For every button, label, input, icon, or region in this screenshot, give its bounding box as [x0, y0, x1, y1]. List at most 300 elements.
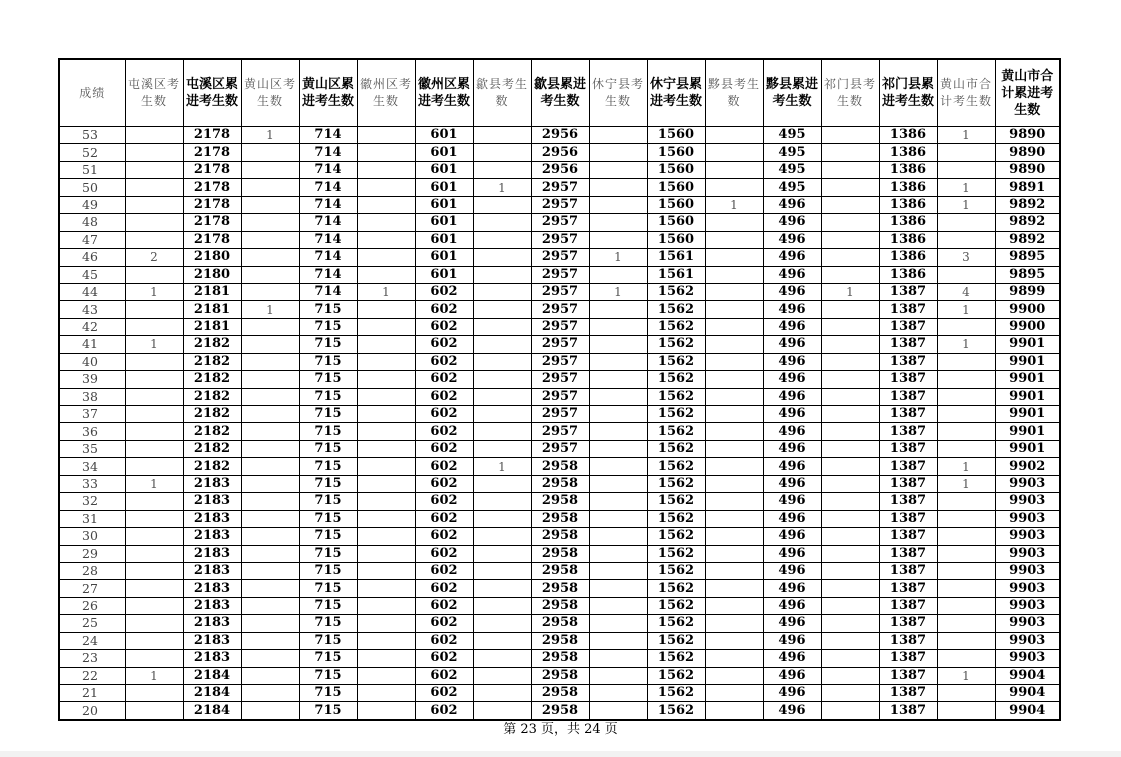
- count-cell: [589, 458, 647, 475]
- count-cell: [357, 650, 415, 667]
- score-cell: 36: [59, 423, 125, 440]
- count-cell: [241, 318, 299, 335]
- count-cell: [241, 283, 299, 300]
- cumulative-cell: 2958: [531, 615, 589, 632]
- cumulative-cell: 2182: [183, 440, 241, 457]
- cumulative-cell: 715: [299, 353, 357, 370]
- cumulative-cell: 601: [415, 127, 473, 144]
- count-cell: [821, 318, 879, 335]
- cumulative-cell: 496: [763, 214, 821, 231]
- cumulative-cell: 1387: [879, 458, 937, 475]
- score-cell: 51: [59, 161, 125, 178]
- count-cell: [821, 597, 879, 614]
- cumulative-cell: 715: [299, 528, 357, 545]
- count-cell: [705, 127, 763, 144]
- cumulative-cell: 2182: [183, 406, 241, 423]
- count-cell: [241, 685, 299, 702]
- cumulative-cell: 9895: [995, 266, 1060, 283]
- cumulative-cell: 496: [763, 475, 821, 492]
- cumulative-cell: 1562: [647, 545, 705, 562]
- cumulative-cell: 2958: [531, 597, 589, 614]
- count-cell: [241, 423, 299, 440]
- count-cell: [473, 283, 531, 300]
- cumulative-cell: 1387: [879, 545, 937, 562]
- header-column: 屯溪区累进考生数: [183, 59, 241, 127]
- cumulative-cell: 2957: [531, 266, 589, 283]
- cumulative-cell: 1387: [879, 562, 937, 579]
- cumulative-cell: 2958: [531, 580, 589, 597]
- count-cell: 1: [125, 475, 183, 492]
- table-row: [59, 580, 1060, 597]
- count-cell: [473, 562, 531, 579]
- count-cell: [241, 528, 299, 545]
- count-cell: [473, 615, 531, 632]
- cumulative-cell: 715: [299, 510, 357, 527]
- cumulative-cell: 1386: [879, 127, 937, 144]
- count-cell: [125, 318, 183, 335]
- table-row: [59, 475, 1060, 492]
- count-cell: [705, 528, 763, 545]
- cumulative-cell: 601: [415, 179, 473, 196]
- cumulative-cell: 602: [415, 353, 473, 370]
- cumulative-cell: 2958: [531, 475, 589, 492]
- count-cell: [473, 231, 531, 248]
- cumulative-cell: 1387: [879, 301, 937, 318]
- count-cell: [821, 545, 879, 562]
- count-cell: [125, 685, 183, 702]
- cumulative-cell: 602: [415, 528, 473, 545]
- count-cell: [589, 231, 647, 248]
- cumulative-cell: 9899: [995, 283, 1060, 300]
- count-cell: [821, 458, 879, 475]
- count-cell: [125, 458, 183, 475]
- cumulative-cell: 2182: [183, 353, 241, 370]
- cumulative-cell: 602: [415, 301, 473, 318]
- cumulative-cell: 2178: [183, 127, 241, 144]
- count-cell: [357, 318, 415, 335]
- count-cell: 1: [937, 196, 995, 213]
- cumulative-cell: 9901: [995, 388, 1060, 405]
- count-cell: [589, 632, 647, 649]
- cumulative-cell: 602: [415, 597, 473, 614]
- cumulative-cell: 1561: [647, 249, 705, 266]
- table-row: [59, 127, 1060, 144]
- cumulative-cell: 1387: [879, 318, 937, 335]
- cumulative-cell: 602: [415, 458, 473, 475]
- cumulative-cell: 2180: [183, 249, 241, 266]
- count-cell: [589, 196, 647, 213]
- cumulative-cell: 714: [299, 214, 357, 231]
- cumulative-cell: 9903: [995, 632, 1060, 649]
- cumulative-cell: 1386: [879, 179, 937, 196]
- cumulative-cell: 2183: [183, 493, 241, 510]
- cumulative-cell: 1562: [647, 406, 705, 423]
- count-cell: [821, 510, 879, 527]
- score-cell: 26: [59, 597, 125, 614]
- table-row: [59, 196, 1060, 213]
- count-cell: [821, 562, 879, 579]
- cumulative-cell: 496: [763, 545, 821, 562]
- cumulative-cell: 2957: [531, 301, 589, 318]
- cumulative-cell: 602: [415, 318, 473, 335]
- cumulative-cell: 496: [763, 528, 821, 545]
- cumulative-cell: 715: [299, 667, 357, 684]
- count-cell: [589, 562, 647, 579]
- cumulative-cell: 9900: [995, 318, 1060, 335]
- count-cell: [357, 493, 415, 510]
- count-cell: [357, 196, 415, 213]
- table-row: [59, 266, 1060, 283]
- count-cell: [125, 440, 183, 457]
- table-row: [59, 562, 1060, 579]
- cumulative-cell: 2956: [531, 127, 589, 144]
- cumulative-cell: 9892: [995, 196, 1060, 213]
- table-row: [59, 406, 1060, 423]
- count-cell: [357, 528, 415, 545]
- cumulative-cell: 9900: [995, 301, 1060, 318]
- count-cell: [125, 597, 183, 614]
- count-cell: [821, 266, 879, 283]
- cumulative-cell: 9892: [995, 231, 1060, 248]
- cumulative-cell: 496: [763, 685, 821, 702]
- table-row: [59, 528, 1060, 545]
- count-cell: [473, 214, 531, 231]
- count-cell: [589, 545, 647, 562]
- cumulative-cell: 714: [299, 144, 357, 161]
- cumulative-cell: 9903: [995, 528, 1060, 545]
- count-cell: [473, 493, 531, 510]
- count-cell: [357, 406, 415, 423]
- count-cell: [473, 388, 531, 405]
- cumulative-cell: 2183: [183, 615, 241, 632]
- cumulative-cell: 715: [299, 336, 357, 353]
- cumulative-cell: 1387: [879, 615, 937, 632]
- count-cell: [473, 423, 531, 440]
- count-cell: [705, 318, 763, 335]
- cumulative-cell: 1387: [879, 702, 937, 720]
- cumulative-cell: 2957: [531, 336, 589, 353]
- cumulative-cell: 496: [763, 423, 821, 440]
- cumulative-cell: 1386: [879, 266, 937, 283]
- count-cell: [821, 650, 879, 667]
- count-cell: [473, 266, 531, 283]
- count-cell: [821, 440, 879, 457]
- count-cell: [125, 388, 183, 405]
- count-cell: [821, 685, 879, 702]
- count-cell: 1: [357, 283, 415, 300]
- count-cell: [705, 388, 763, 405]
- cumulative-cell: 2183: [183, 632, 241, 649]
- count-cell: [589, 388, 647, 405]
- cumulative-cell: 496: [763, 458, 821, 475]
- count-cell: [821, 161, 879, 178]
- count-cell: [125, 545, 183, 562]
- cumulative-cell: 1562: [647, 371, 705, 388]
- count-cell: [125, 528, 183, 545]
- count-cell: [241, 667, 299, 684]
- score-cell: 28: [59, 562, 125, 579]
- count-cell: [821, 301, 879, 318]
- count-cell: [589, 580, 647, 597]
- count-cell: [937, 406, 995, 423]
- count-cell: [705, 562, 763, 579]
- count-cell: [241, 231, 299, 248]
- count-cell: [125, 615, 183, 632]
- count-cell: 1: [589, 249, 647, 266]
- count-cell: [589, 510, 647, 527]
- count-cell: [821, 144, 879, 161]
- table-row: [59, 249, 1060, 266]
- cumulative-cell: 1387: [879, 528, 937, 545]
- count-cell: [241, 597, 299, 614]
- count-cell: 1: [937, 179, 995, 196]
- count-cell: [705, 493, 763, 510]
- count-cell: [473, 249, 531, 266]
- count-cell: 1: [241, 301, 299, 318]
- table-row: [59, 301, 1060, 318]
- count-cell: [937, 685, 995, 702]
- cumulative-cell: 2958: [531, 632, 589, 649]
- cumulative-cell: 602: [415, 371, 473, 388]
- count-cell: 1: [937, 458, 995, 475]
- cumulative-cell: 1562: [647, 475, 705, 492]
- count-cell: [125, 423, 183, 440]
- cumulative-cell: 715: [299, 615, 357, 632]
- cumulative-cell: 602: [415, 685, 473, 702]
- header-column: 祁门县考生数: [821, 59, 879, 127]
- count-cell: [473, 144, 531, 161]
- count-cell: [125, 510, 183, 527]
- cumulative-cell: 1387: [879, 667, 937, 684]
- cumulative-cell: 2181: [183, 318, 241, 335]
- cumulative-cell: 2958: [531, 667, 589, 684]
- cumulative-cell: 715: [299, 545, 357, 562]
- cumulative-cell: 496: [763, 615, 821, 632]
- cumulative-cell: 1562: [647, 615, 705, 632]
- count-cell: [589, 528, 647, 545]
- cumulative-cell: 1562: [647, 562, 705, 579]
- cumulative-cell: 9901: [995, 353, 1060, 370]
- cumulative-cell: 601: [415, 231, 473, 248]
- count-cell: [705, 336, 763, 353]
- cumulative-cell: 496: [763, 301, 821, 318]
- cumulative-cell: 1387: [879, 510, 937, 527]
- cumulative-cell: 9904: [995, 702, 1060, 720]
- table-header-row: [59, 59, 1060, 127]
- count-cell: [241, 214, 299, 231]
- cumulative-cell: 2957: [531, 249, 589, 266]
- count-cell: [473, 667, 531, 684]
- score-cell: 40: [59, 353, 125, 370]
- bottom-band: [0, 751, 1121, 757]
- score-cell: 32: [59, 493, 125, 510]
- cumulative-cell: 715: [299, 597, 357, 614]
- count-cell: [937, 144, 995, 161]
- count-cell: [705, 650, 763, 667]
- count-cell: [125, 580, 183, 597]
- cumulative-cell: 9903: [995, 562, 1060, 579]
- cumulative-cell: 495: [763, 144, 821, 161]
- cumulative-cell: 715: [299, 458, 357, 475]
- count-cell: [821, 249, 879, 266]
- cumulative-cell: 2183: [183, 475, 241, 492]
- count-cell: [705, 615, 763, 632]
- count-cell: 1: [937, 475, 995, 492]
- header-column: 徽州区考生数: [357, 59, 415, 127]
- cumulative-cell: 1561: [647, 266, 705, 283]
- count-cell: [705, 423, 763, 440]
- count-cell: [821, 388, 879, 405]
- count-cell: [705, 440, 763, 457]
- cumulative-cell: 496: [763, 196, 821, 213]
- cumulative-cell: 9901: [995, 423, 1060, 440]
- count-cell: [125, 650, 183, 667]
- score-cell: 37: [59, 406, 125, 423]
- cumulative-cell: 2957: [531, 353, 589, 370]
- count-cell: [705, 353, 763, 370]
- header-column: 黄山区累进考生数: [299, 59, 357, 127]
- count-cell: [821, 406, 879, 423]
- cumulative-cell: 1387: [879, 388, 937, 405]
- count-cell: [589, 667, 647, 684]
- cumulative-cell: 9903: [995, 650, 1060, 667]
- count-cell: [937, 371, 995, 388]
- count-cell: [473, 127, 531, 144]
- cumulative-cell: 1562: [647, 458, 705, 475]
- count-cell: [125, 127, 183, 144]
- count-cell: [937, 388, 995, 405]
- score-cell: 25: [59, 615, 125, 632]
- count-cell: [821, 179, 879, 196]
- score-cell: 29: [59, 545, 125, 562]
- count-cell: [705, 144, 763, 161]
- count-cell: [589, 423, 647, 440]
- table-row: [59, 632, 1060, 649]
- count-cell: [125, 632, 183, 649]
- header-column: 黄山市合计考生数: [937, 59, 995, 127]
- header-column: 黟县累进考生数: [763, 59, 821, 127]
- score-cell: 39: [59, 371, 125, 388]
- cumulative-cell: 1387: [879, 423, 937, 440]
- table-row: [59, 144, 1060, 161]
- cumulative-cell: 1387: [879, 440, 937, 457]
- cumulative-cell: 2178: [183, 231, 241, 248]
- cumulative-cell: 496: [763, 336, 821, 353]
- cumulative-cell: 2958: [531, 493, 589, 510]
- cumulative-cell: 496: [763, 406, 821, 423]
- count-cell: [125, 562, 183, 579]
- cumulative-cell: 714: [299, 231, 357, 248]
- header-column: 徽州区累进考生数: [415, 59, 473, 127]
- cumulative-cell: 9901: [995, 440, 1060, 457]
- cumulative-cell: 496: [763, 371, 821, 388]
- score-cell: 47: [59, 231, 125, 248]
- cumulative-cell: 496: [763, 597, 821, 614]
- count-cell: [473, 632, 531, 649]
- count-cell: [705, 510, 763, 527]
- cumulative-cell: 1560: [647, 179, 705, 196]
- cumulative-cell: 1387: [879, 580, 937, 597]
- score-cell: 21: [59, 685, 125, 702]
- count-cell: 1: [937, 336, 995, 353]
- cumulative-cell: 9903: [995, 545, 1060, 562]
- count-cell: [357, 440, 415, 457]
- count-cell: 1: [937, 667, 995, 684]
- cumulative-cell: 495: [763, 179, 821, 196]
- count-cell: [241, 510, 299, 527]
- count-cell: [357, 562, 415, 579]
- count-cell: [357, 179, 415, 196]
- table-row: [59, 179, 1060, 196]
- table-row: [59, 231, 1060, 248]
- count-cell: [241, 493, 299, 510]
- count-cell: [241, 632, 299, 649]
- table-row: [59, 161, 1060, 178]
- count-cell: [937, 161, 995, 178]
- count-cell: [241, 161, 299, 178]
- cumulative-cell: 715: [299, 388, 357, 405]
- cumulative-cell: 2184: [183, 685, 241, 702]
- cumulative-cell: 2958: [531, 458, 589, 475]
- cumulative-cell: 496: [763, 650, 821, 667]
- cumulative-cell: 496: [763, 388, 821, 405]
- count-cell: [357, 510, 415, 527]
- score-cell: 31: [59, 510, 125, 527]
- count-cell: 1: [937, 301, 995, 318]
- cumulative-cell: 2957: [531, 214, 589, 231]
- count-cell: [357, 266, 415, 283]
- cumulative-cell: 496: [763, 249, 821, 266]
- table-row: [59, 458, 1060, 475]
- count-cell: [937, 266, 995, 283]
- count-cell: [589, 440, 647, 457]
- count-cell: [589, 353, 647, 370]
- cumulative-cell: 2957: [531, 371, 589, 388]
- cumulative-cell: 1560: [647, 144, 705, 161]
- cumulative-cell: 1387: [879, 283, 937, 300]
- score-cell: 20: [59, 702, 125, 720]
- cumulative-cell: 496: [763, 580, 821, 597]
- count-cell: 3: [937, 249, 995, 266]
- count-cell: [589, 214, 647, 231]
- cumulative-cell: 1562: [647, 318, 705, 335]
- count-cell: [821, 196, 879, 213]
- count-cell: [241, 562, 299, 579]
- cumulative-cell: 602: [415, 562, 473, 579]
- count-cell: [125, 301, 183, 318]
- count-cell: [821, 336, 879, 353]
- count-cell: 1: [589, 283, 647, 300]
- cumulative-cell: 1387: [879, 475, 937, 492]
- header-column: 黄山区考生数: [241, 59, 299, 127]
- count-cell: [473, 597, 531, 614]
- cumulative-cell: 1562: [647, 493, 705, 510]
- header-column: 屯溪区考生数: [125, 59, 183, 127]
- count-cell: [589, 597, 647, 614]
- cumulative-cell: 9902: [995, 458, 1060, 475]
- cumulative-cell: 1562: [647, 301, 705, 318]
- table-row: [59, 685, 1060, 702]
- count-cell: [705, 231, 763, 248]
- count-cell: [705, 249, 763, 266]
- cumulative-cell: 9895: [995, 249, 1060, 266]
- cumulative-cell: 1562: [647, 650, 705, 667]
- cumulative-cell: 2183: [183, 597, 241, 614]
- count-cell: 1: [125, 283, 183, 300]
- cumulative-cell: 2183: [183, 510, 241, 527]
- cumulative-cell: 9890: [995, 161, 1060, 178]
- count-cell: [705, 371, 763, 388]
